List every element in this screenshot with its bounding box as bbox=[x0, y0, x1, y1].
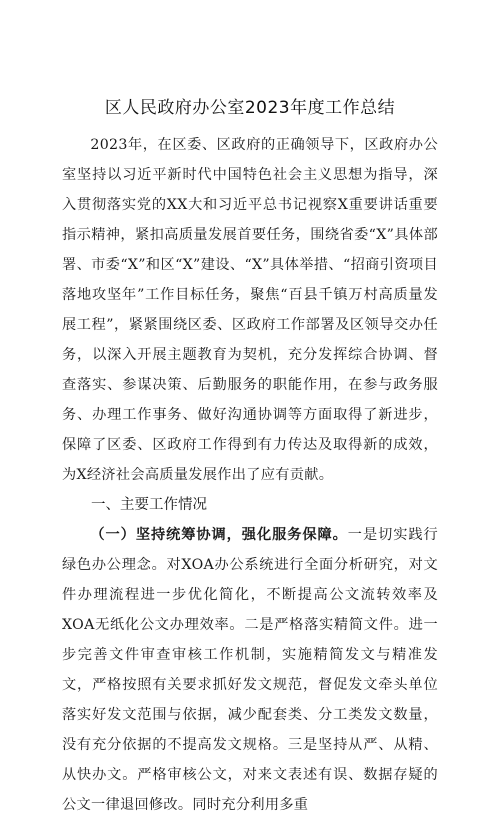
subsection-heading-1: （一）坚持统筹协调，强化服务保障。 bbox=[90, 527, 348, 543]
section-heading-main-work: 一、主要工作情况 bbox=[91, 497, 207, 513]
intro-paragraph: 2023年，在区委、区政府的正确领导下，区政府办公室坚持以习近平新时代中国特色社会主义思想为指导，深入贯彻落实党的XX大和习近平总书记视察X重要讲话重要指示精神，紧扣高质量发展首要任务，围绕省委“X”具体部署、市委“X”和区“X”建设、“X”具体举措、“招商引资项目落地攻坚年”工作目标任务，聚焦“百县千镇万村高质量发展工程”，紧紧围绕区委、区政府工作部署及区领导交办任务，以深入开展主题教育为契机，充分发挥综合协调、督查落实、参谋决策、后勤服务的职能作用，在参与政务服务、办理工作事务、做好沟通协调等方面取得了新进步，保障了区委、区政府工作得到有力传达及取得新的成效，为X经济社会高质量发展作出了应有贡献。 bbox=[62, 137, 438, 483]
subsection-text-1: 一是切实践行绿色办公理念。对XOA办公系统进行全面分析研究，对文件办理流程进一步优化简化，不断提高公文流转效率及XOA无纸化公文办理效率。二是严格落实精简文件。进一步完善文件审查审核工作机制，实施精简发文与精准发文，严格按照有关要求抓好发文规范，督促发文牵头单位落实好发文范围与依据，减少配套类、分工类发文数量，没有充分依据的不提高发文规格。三是坚持从严、从精、从快办文。严格审核公文，对来文表述有误、数据存疑的公文一律退回修改。同时充分利用多重 bbox=[62, 527, 438, 813]
document-title: 区人民政府办公室2023年度工作总结 bbox=[104, 98, 396, 118]
subsection-paragraph-1 bbox=[62, 520, 438, 820]
